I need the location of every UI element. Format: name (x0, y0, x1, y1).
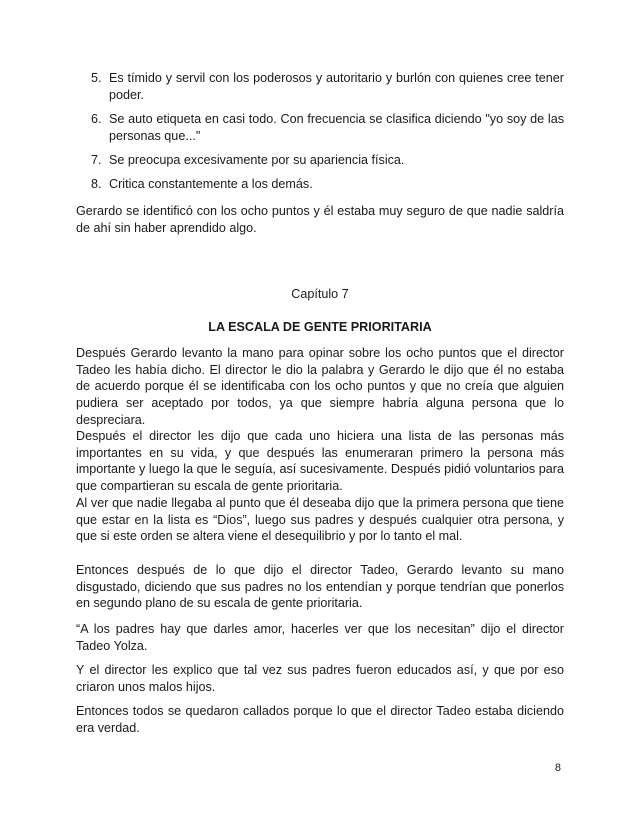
body-paragraph: Entonces todos se quedaron callados porque lo que el director Tadeo estaba diciendo era verdad. (76, 704, 564, 735)
body-paragraph: “A los padres hay que darles amor, hacerles ver que los necesitan” dijo el director Tadeo Yolza. (76, 622, 564, 653)
list-item (76, 152, 564, 169)
list-item-text: Es tímido y servil con los poderosos y autoritario y burlón con quienes cree tener poder. (109, 71, 564, 102)
body-paragraph: Al ver que nadie llegaba al punto que él deseaba dijo que la primera persona que tiene que estar en la lista es “Dios”, luego sus padres y después cualquier otra persona, y que si este orden se altera viene el desequilibrio y por lo tanto el mal. (76, 496, 564, 544)
intro-paragraph: Gerardo se identificó con los ocho puntos y él estaba muy seguro de que nadie saldría de ahí sin haber aprendido algo. (76, 204, 564, 235)
chapter-label: Capítulo 7 (291, 287, 349, 301)
list-item-number: 8. (91, 177, 102, 192)
numbered-list (76, 70, 564, 200)
list-item-text: Se auto etiqueta en casi todo. Con frecuencia se clasifica diciendo "yo soy de las personas que..." (109, 111, 564, 143)
body-paragraph: Después Gerardo levanto la mano para opinar sobre los ocho puntos que el director Tadeo les había dicho. El director le dio la palabra y Gerardo le dijo que él no estaba de acuerdo porque él se identificaba con los ocho puntos y que no creía que alguien pudiera ser aceptado por todos, ya que siempre habría alguna persona que lo despreciara. (76, 346, 564, 427)
list-item-text: Se preocupa excesivamente por su apariencia física. (109, 152, 405, 167)
page-number: 8 (554, 762, 561, 774)
list-item-number: 6. (91, 111, 102, 126)
list-item-number: 5. (91, 71, 102, 85)
body-paragraph: Después el director les dijo que cada uno hiciera una lista de las personas más importantes en su vida, y que después las enumeraran primero la persona más importante y luego la que le seguía, así sucesivamente. Después pidió voluntarios para que compartieran su escala de gente prioritaria. (76, 429, 564, 494)
chapter-title: LA ESCALA DE GENTE PRIORITARIA (208, 320, 432, 334)
body-paragraph: Y el director les explico que tal vez sus padres fueron educados así, y que por eso criaron unos malos hijos. (76, 663, 564, 694)
list-item-text: Critica constantemente a los demás. (109, 177, 313, 192)
list-item-number: 7. (91, 152, 102, 167)
list-item (76, 70, 564, 103)
list-item (76, 111, 564, 144)
body-paragraph: Entonces después de lo que dijo el director Tadeo, Gerardo levanto su mano disgustado, diciendo que sus padres no los entendían y porque tendrían que ponerlos en segundo plano de su escala de gente prioritaria. (76, 563, 564, 611)
list-item (76, 176, 564, 193)
